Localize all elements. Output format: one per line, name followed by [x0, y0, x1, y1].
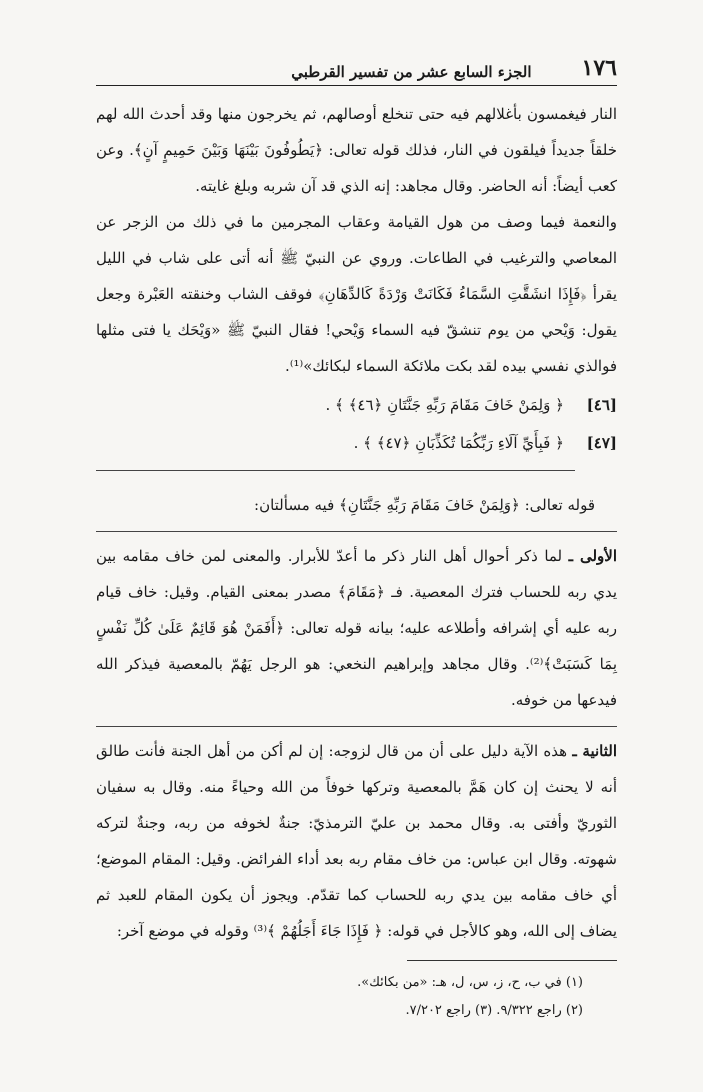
page-body — [96, 96, 617, 949]
issue-second-text: هذه الآية دليل على أن من قال لزوجه: إن لم أكن من أهل الجنة فأنت طالق أنه لا يحنث إن كان هَمَّ بالمعصية وتركها خوفاً من الله وحياءً منه. وقال به سفيان الثوريّ وأفتى به. وقال محمد بن عليّ الترمذيّ: جنةٌ لخوفه من ربه، وجنةٌ لتركه شهوته. وقال ابن عباس: من خاف مقام ربه بعد أداء الفرائض. وقيل: المقام الموضع؛ أي خاف مقامه بين يدي ربه للحساب كما تقدّم. ويجوز أن يكون المقام للعبد ثم يضاف إلى الله، وهو كالأجل في قوله: ﴿ فَإِذَا جَاءَ أَجَلُهُمْ ﴾⁽³⁾ وقوله في موضع آخر: — [96, 742, 617, 940]
issue-first-heading: الأولى ـ — [568, 547, 617, 565]
footnote-1: (١) في ب، ح، ز، س، ل، هـ: «من بكائك». — [357, 975, 583, 990]
verse-block — [96, 386, 617, 462]
section-divider — [96, 726, 617, 727]
verse-text: ﴿ فَبِأَيِّ آلَاءِ رَبِّكُمَا تُكَذِّبَانِ ﴿٤٧﴾ ﴾ . — [353, 434, 564, 452]
paragraph-tafsir-2: والنعمة فيما وصف من هول القيامة وعقاب المجرمين ما في ذلك من الزجر عن المعاصي والترغيب في الطاعات. وروي عن النبيّ ﷺ أنه أتى على شاب في الليل يقرأ ﴿فَإِذَا انشَقَّتِ السَّمَاءُ فَكَانَتْ وَرْدَةً كَالدِّهَانِ﴾ فوقف الشاب وخنقته العَبْرة وجعل يقول: وَيْحي من يوم تنشقّ فيه السماء وَيْحي! فقال النبيّ ﷺ «وَيْحَك يا فتى مثلها فوالذي نفسي بيده لقد بكت ملائكة السماء لبكائك»⁽¹⁾. — [96, 213, 617, 375]
footnote-2-3: (٢) راجع ٩/٣٢٢. (٣) راجع ٧/٢٠٢. — [405, 1003, 583, 1018]
issue-second-heading: الثانية ـ — [572, 742, 617, 760]
verse-46 — [96, 386, 617, 424]
issue-second — [96, 733, 617, 949]
page-header — [96, 40, 617, 86]
page-number: ١٧٦ — [581, 55, 617, 81]
footnote-divider — [407, 960, 617, 961]
verse-number: [٤٧] — [586, 434, 617, 452]
section-divider — [96, 470, 575, 471]
paragraph-tafsir-1: النار فيغمسون بأغلالهم فيه حتى تنخلع أوصالهم، ثم يخرجون منها وقد أحدث الله لهم خلقاً جديداً فيلقون في النار، فذلك قوله تعالى: ﴿يَطُوفُونَ بَيْنَهَا وَبَيْنَ حَمِيمٍ آنٍ﴾. وعن كعب أيضاً: أنه الحاضر. وقال مجاهد: إنه الذي قد آن شربه وبلغ غايته. — [96, 105, 617, 195]
verse-number: [٤٦] — [586, 396, 617, 414]
running-title: الجزء السابع عشر من تفسير القرطبي — [291, 63, 532, 81]
issue-first — [96, 538, 617, 718]
section-intro: قوله تعالى: ﴿وَلِمَنْ خَافَ مَقَامَ رَبِّهِ جَنَّتَانِ﴾ فيه مسألتان: — [254, 496, 595, 514]
issue-first-text: لما ذكر أحوال أهل النار ذكر ما أعدّ للأبرار. والمعنى لمن خاف مقامه بين يدي ربه للحساب فترك المعصية. فـ ﴿مَقَامَ﴾ مصدر بمعنى القيام. وقيل: خاف قيام ربه عليه أي إشرافه وأطلاعه عليه؛ بيانه قوله تعالى: ﴿أَفَمَنْ هُوَ قَائِمٌ عَلَىٰ كُلِّ نَفْسٍ بِمَا كَسَبَتْ﴾⁽²⁾. وقال مجاهد وإبراهيم النخعي: هو الرجل يَهُمّ بالمعصية فيذكر الله فيدعها من خوفه. — [96, 547, 618, 709]
verse-text: ﴿ وَلِمَنْ خَافَ مَقَامَ رَبِّهِ جَنَّتَانِ ﴿٤٦﴾ ﴾ . — [325, 396, 564, 414]
section-divider — [96, 531, 617, 532]
verse-47 — [96, 424, 617, 462]
footnotes — [96, 960, 617, 1025]
